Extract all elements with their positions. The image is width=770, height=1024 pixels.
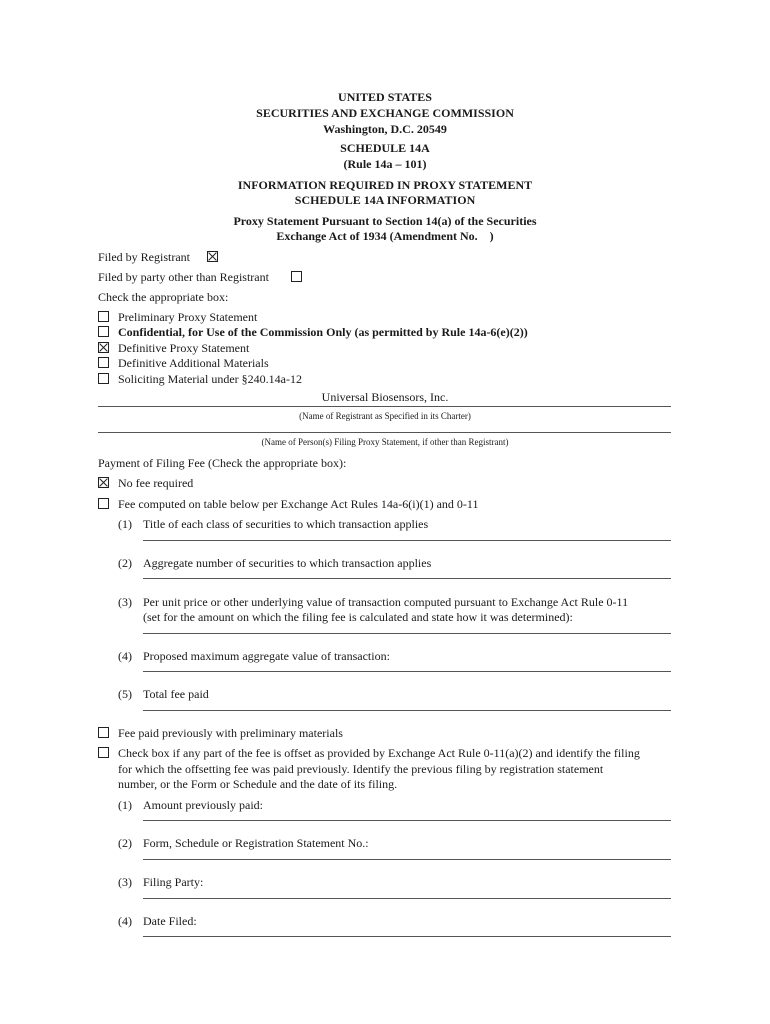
offset-answer-line[interactable] (143, 820, 671, 821)
confidential-label: Confidential, for Use of the Commission Only (as permitted by Rule 14a-6(e)(2)) (118, 325, 528, 339)
preliminary-proxy-label: Preliminary Proxy Statement (118, 310, 258, 324)
offset-item-text: Form, Schedule or Registration Statement No.: (143, 836, 369, 850)
offset-item-number: (1) (118, 798, 132, 812)
item-number: (2) (118, 556, 132, 570)
header-line-1: UNITED STATES (338, 90, 432, 104)
offset-item-number: (2) (118, 836, 132, 850)
fee-offset-line-2: for which the offsetting fee was paid previously. Identify the previous filing by registration statement (118, 762, 604, 776)
confidential-checkbox[interactable] (98, 326, 109, 337)
offset-answer-line[interactable] (143, 898, 671, 899)
item-answer-line[interactable] (143, 710, 671, 711)
item-answer-line[interactable] (143, 671, 671, 672)
proxy-title-2: Exchange Act of 1934 (Amendment No. ) (276, 229, 494, 243)
item-text: Per unit price or other underlying value of transaction computed pursuant to Exchange Act Rule 0-11 (143, 595, 629, 609)
fee-offset-line-1: Check box if any part of the fee is offset as provided by Exchange Act Rule 0-11(a)(2) and identify the filing (118, 746, 640, 760)
offset-item-number: (4) (118, 914, 132, 928)
no-fee-checkbox[interactable] (98, 477, 109, 488)
schedule-title: SCHEDULE 14A (340, 141, 430, 155)
offset-answer-line[interactable] (143, 859, 671, 860)
item-text-continued: (set for the amount on which the filing fee is calculated and state how it was determined): (143, 610, 573, 624)
fee-offset-checkbox[interactable] (98, 747, 109, 758)
item-answer-line[interactable] (143, 633, 671, 634)
item-number: (3) (118, 595, 132, 609)
item-answer-line[interactable] (143, 540, 671, 541)
filed-by-registrant-checkbox[interactable] (207, 251, 218, 262)
registrant-name: Universal Biosensors, Inc. (321, 390, 449, 404)
definitive-proxy-label: Definitive Proxy Statement (118, 341, 250, 355)
item-text: Proposed maximum aggregate value of transaction: (143, 649, 390, 663)
header-line-3: Washington, D.C. 20549 (323, 122, 447, 136)
soliciting-material-checkbox[interactable] (98, 373, 109, 384)
fee-offset-line-3: number, or the Form or Schedule and the date of its filing. (118, 777, 398, 791)
header-line-2: SECURITIES AND EXCHANGE COMMISSION (256, 106, 514, 120)
item-text: Aggregate number of securities to which transaction applies (143, 556, 432, 570)
definitive-proxy-checkbox[interactable] (98, 342, 109, 353)
preliminary-proxy-checkbox[interactable] (98, 311, 109, 322)
item-number: (4) (118, 649, 132, 663)
fee-paid-previously-checkbox[interactable] (98, 727, 109, 738)
fee-computed-checkbox[interactable] (98, 498, 109, 509)
check-prompt: Check the appropriate box: (98, 290, 229, 304)
filer-name-rule (98, 432, 671, 433)
filed-by-other-checkbox[interactable] (291, 271, 302, 282)
item-text: Title of each class of securities to which transaction applies (143, 517, 429, 531)
no-fee-label: No fee required (118, 476, 194, 490)
filed-by-registrant-label: Filed by Registrant (98, 250, 190, 264)
offset-item-text: Filing Party: (143, 875, 204, 889)
offset-item-text: Amount previously paid: (143, 798, 263, 812)
definitive-additional-checkbox[interactable] (98, 357, 109, 368)
payment-title: Payment of Filing Fee (Check the appropriate box): (98, 456, 347, 470)
offset-item-number: (3) (118, 875, 132, 889)
offset-answer-line[interactable] (143, 936, 671, 937)
info-title-2: SCHEDULE 14A INFORMATION (294, 193, 476, 207)
registrant-name-caption: (Name of Registrant as Specified in its Charter) (299, 411, 471, 421)
info-title-1: INFORMATION REQUIRED IN PROXY STATEMENT (237, 178, 533, 192)
filer-name-caption: (Name of Person(s) Filing Proxy Statement, if other than Registrant) (261, 437, 509, 447)
item-answer-line[interactable] (143, 578, 671, 579)
item-text: Total fee paid (143, 687, 209, 701)
fee-computed-label: Fee computed on table below per Exchange Act Rules 14a-6(i)(1) and 0-11 (118, 497, 479, 511)
soliciting-material-label: Soliciting Material under §240.14a-12 (118, 372, 302, 386)
item-number: (5) (118, 687, 132, 701)
definitive-additional-label: Definitive Additional Materials (118, 356, 269, 370)
proxy-title-1: Proxy Statement Pursuant to Section 14(a) of the Securities (233, 214, 537, 228)
filed-by-other-label: Filed by party other than Registrant (98, 270, 269, 284)
registrant-name-rule (98, 406, 671, 407)
fee-paid-previously-label: Fee paid previously with preliminary materials (118, 726, 343, 740)
item-number: (1) (118, 517, 132, 531)
offset-item-text: Date Filed: (143, 914, 197, 928)
rule-title: (Rule 14a – 101) (343, 157, 427, 171)
